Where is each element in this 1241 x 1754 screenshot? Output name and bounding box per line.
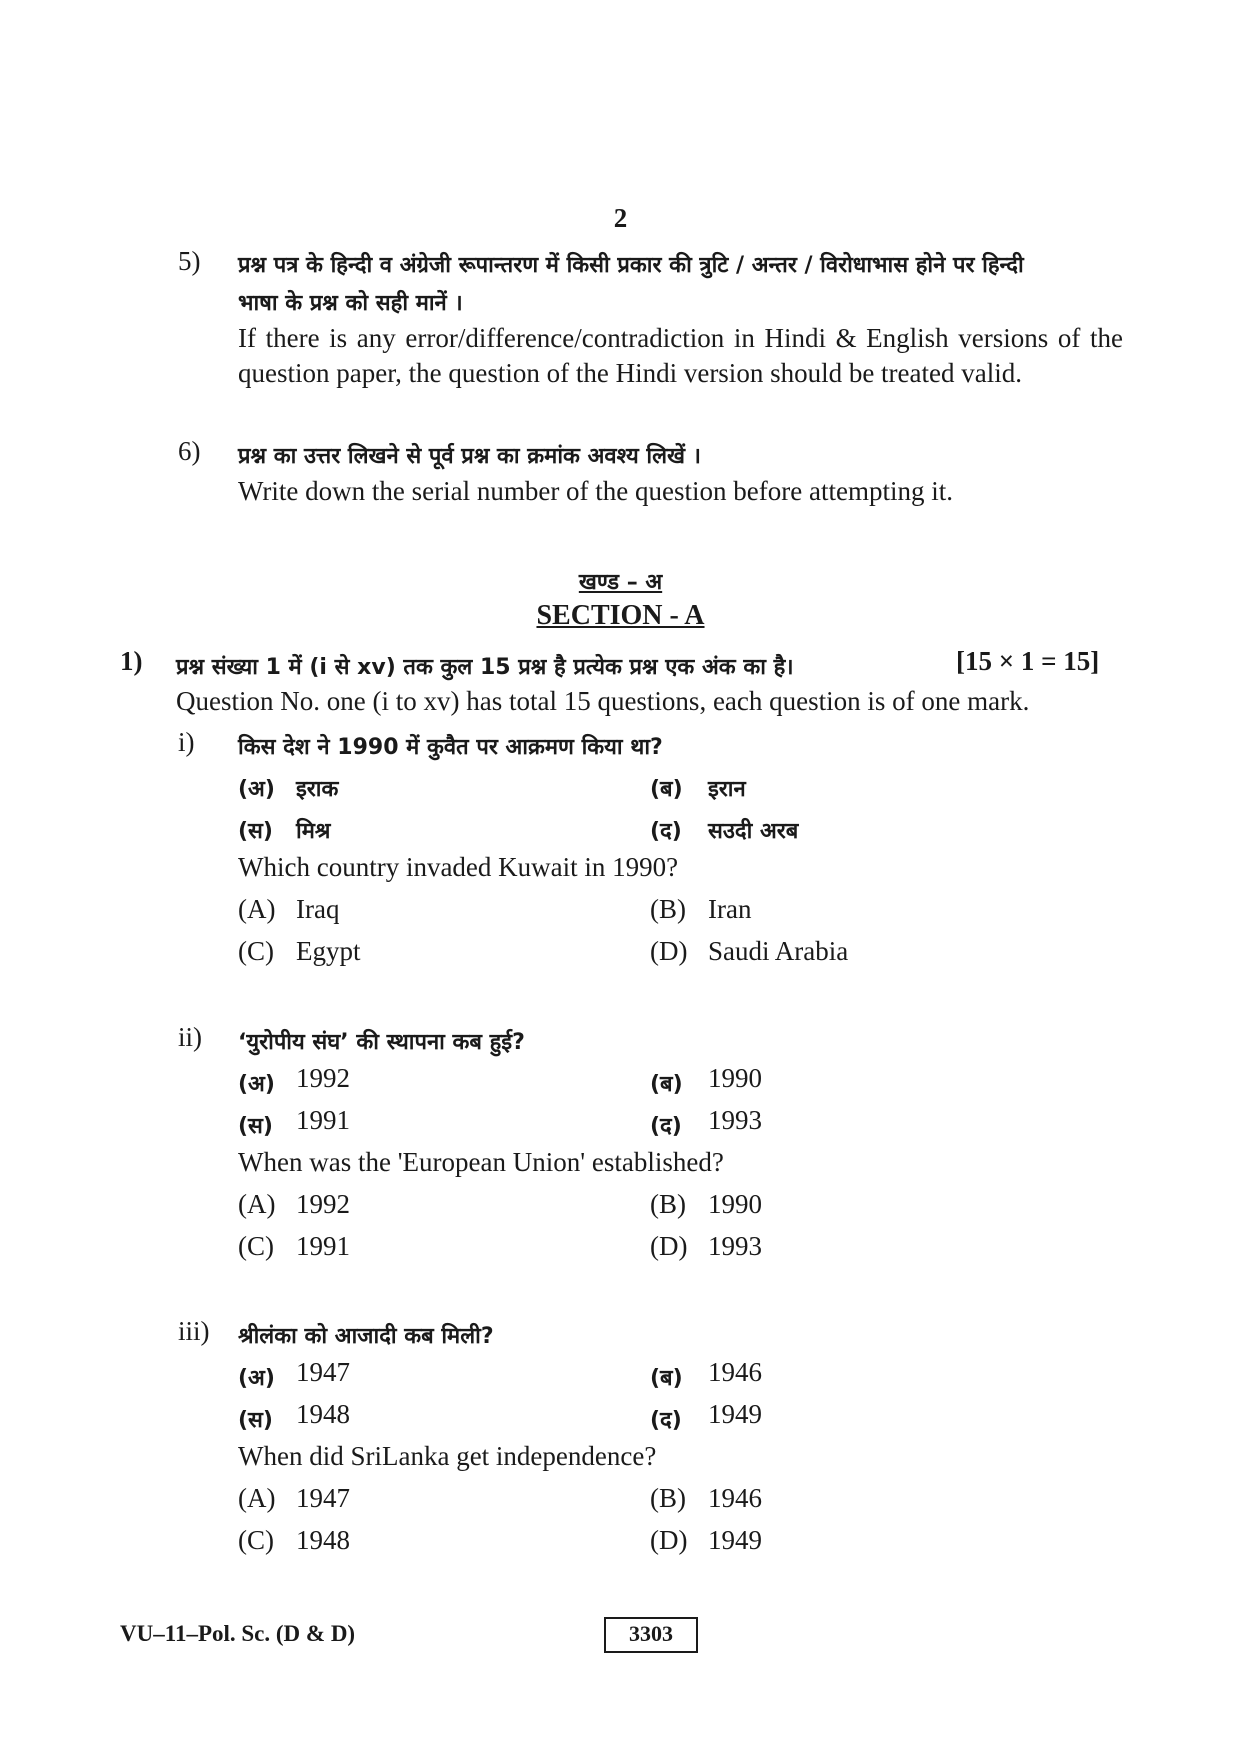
option-label: (ब) (650, 1072, 683, 1097)
question-number: 1) (120, 646, 143, 676)
option-label: (A) (238, 1189, 276, 1219)
option-label: (D) (650, 1231, 688, 1261)
option-label: (ब) (650, 1366, 683, 1391)
option-label: (स) (238, 1114, 273, 1139)
option-text: 1991 (296, 1105, 350, 1135)
option-text: मिश्र (296, 819, 331, 844)
option-label: (A) (238, 1483, 276, 1513)
instruction-number: 5) (178, 246, 201, 276)
option-text: 1993 (708, 1231, 762, 1261)
option-text: इराक (296, 777, 339, 802)
option-text: 1993 (708, 1105, 762, 1135)
option-text: 1992 (296, 1189, 350, 1219)
marks-allocation: [15 × 1 = 15] (956, 646, 1100, 676)
page-number: 2 (613, 203, 628, 233)
subquestion-number: iii) (178, 1316, 210, 1346)
option-text: 1947 (296, 1357, 350, 1387)
instruction-hindi-line: प्रश्न पत्र के हिन्दी व अंग्रेजी रूपान्तरण में किसी प्रकार की त्रुटि / अन्तर / विरोधाभास होने पर हिन्दी (238, 253, 1024, 278)
subquestion-number: ii) (178, 1022, 202, 1052)
option-text: 1949 (708, 1525, 762, 1555)
option-label: (अ) (238, 777, 275, 802)
option-text: Saudi Arabia (708, 936, 849, 966)
subquestion-hindi: ‘युरोपीय संघ’ की स्थापना कब हुई? (238, 1030, 525, 1055)
option-label: (B) (650, 894, 686, 924)
option-label: (D) (650, 936, 688, 966)
option-text: Egypt (296, 936, 361, 966)
option-text: Iran (708, 894, 752, 924)
option-text: 1991 (296, 1231, 350, 1261)
instruction-hindi-line: भाषा के प्रश्न को सही मानें । (238, 291, 463, 316)
subquestion-hindi: श्रीलंका को आजादी कब मिली? (238, 1324, 494, 1349)
option-text: Iraq (296, 894, 340, 924)
option-label: (द) (650, 1408, 682, 1433)
option-label: (द) (650, 819, 682, 844)
instruction-number: 6) (178, 436, 201, 466)
option-text: 1946 (708, 1357, 762, 1387)
section-title-hindi: खण्ड – अ (578, 570, 663, 595)
option-text: 1990 (708, 1063, 762, 1093)
paper-code: VU–11–Pol. Sc. (D & D) (120, 1621, 356, 1646)
subquestion-english: Which country invaded Kuwait in 1990? (238, 852, 679, 882)
option-label: (स) (238, 819, 273, 844)
option-text: 1992 (296, 1063, 350, 1093)
page-code-box: 3303 (604, 1617, 698, 1653)
option-label: (D) (650, 1525, 688, 1555)
option-text: सउदी अरब (708, 819, 799, 844)
option-text: 1949 (708, 1399, 762, 1429)
subquestion-hindi: किस देश ने 1990 में कुवैत पर आक्रमण किया था? (238, 735, 663, 760)
option-text: 1948 (296, 1525, 350, 1555)
option-text: इरान (708, 777, 746, 802)
option-text: 1948 (296, 1399, 350, 1429)
subquestion-english: When was the 'European Union' established? (238, 1147, 724, 1177)
option-label: (C) (238, 1231, 274, 1261)
option-text: 1946 (708, 1483, 762, 1513)
option-label: (ब) (650, 777, 683, 802)
option-label: (B) (650, 1483, 686, 1513)
option-label: (अ) (238, 1072, 275, 1097)
option-label: (B) (650, 1189, 686, 1219)
option-label: (C) (238, 1525, 274, 1555)
option-label: (स) (238, 1408, 273, 1433)
question-hindi: प्रश्न संख्या 1 में (i से xv) तक कुल 15 प्रश्न है प्रत्येक प्रश्न एक अंक का है। (176, 655, 794, 680)
subquestion-english: When did SriLanka get independence? (238, 1441, 657, 1471)
option-text: 1990 (708, 1189, 762, 1219)
option-text: 1947 (296, 1483, 350, 1513)
option-label: (द) (650, 1114, 682, 1139)
option-label: (अ) (238, 1366, 275, 1391)
question-english: Question No. one (i to xv) has total 15 questions, each question is of one mark. (176, 686, 1030, 716)
option-label: (A) (238, 894, 276, 924)
instruction-english: Write down the serial number of the question before attempting it. (238, 476, 953, 506)
section-title: SECTION - A (536, 600, 705, 631)
instruction-hindi-line: प्रश्न का उत्तर लिखने से पूर्व प्रश्न का क्रमांक अवश्य लिखें । (238, 444, 702, 469)
option-label: (C) (238, 936, 274, 966)
instruction-english: If there is any error/difference/contradiction in Hindi & English versions of the question paper, the question of the Hindi version should be treated valid. (238, 323, 1123, 388)
subquestion-number: i) (178, 727, 195, 757)
